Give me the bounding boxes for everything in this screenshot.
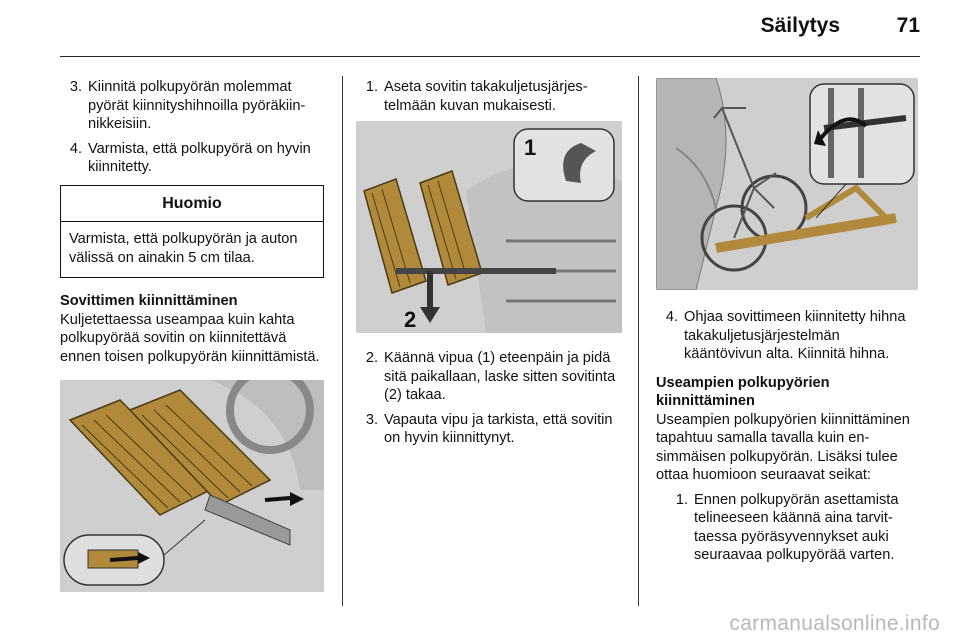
column-divider-left [342,76,343,606]
step-text: Kiinnitä polkupyörän molemmat pyörät kiinnityshihnoilla pyöräkiinnikkeisiin. [88,79,306,132]
step-number: 4. [665,309,678,325]
column-divider-right [638,76,639,606]
list-item [60,140,324,177]
section-text: Useampien polkupyörien kiinnittäminen tapahtuu samalla tavalla kuin ensimmäisen polkupyörän. Lisäksi tulee ottaa huomioon seuraavat seikat: [656,411,910,483]
step-number: 1. [675,491,688,508]
step-number: 3. [365,411,378,428]
adapter-mounting-figure [356,121,622,333]
list-item [356,349,622,405]
bike-rack-adapter-illustration [60,380,324,592]
list-item [666,491,920,565]
notice-box [60,185,324,279]
step-text: Varmista, että polkupyörä on hyvin kiinnitetty. [88,140,311,175]
list-item [656,308,920,364]
adapter-figure [60,380,324,592]
step-list [356,78,622,115]
step-number: 3. [69,79,82,95]
left-column [60,78,324,592]
step-list [60,78,324,177]
step-text: Vapauta vipu ja tarkista, että sovitin on hyvin kiinnittynyt. [384,411,613,446]
list-item [356,411,622,448]
header-rule [60,56,920,57]
step-text: Käännä vipua (1) eteenpäin ja pidä sitä paikallaan, laske sitten sovitinta (2) takaa. [384,350,616,403]
callout-2-label: 2 [404,307,417,332]
section-text: Kuljetettaessa useampaa kuin kahta polkupyörää sovitin on kiinnitettävä ennen toisen polkupyörän kiinnittämistä. [60,311,320,365]
adapter-mounting-illustration [356,121,622,333]
step-list [656,308,920,364]
callout-1-label: 1 [524,135,537,160]
right-column [656,78,920,571]
bike-on-rack-illustration [656,78,918,290]
section-heading: Sovittimen kiinnittäminen [60,293,238,309]
page-number: 71 [896,14,920,37]
list-item [60,78,324,134]
list-item [356,78,622,115]
step-list [356,349,622,448]
step-text: Ennen polkupyörän asettamista telineeseen käännä aina tarvittaessa pyöräsyvennykset auki seuraavaa polkupyörää varten. [694,491,899,563]
middle-column [356,78,622,454]
step-number: 4. [69,140,82,157]
step-number: 1. [365,79,378,95]
notice-text: Varmista, että polkupyörän ja auton välissä on ainakin 5 cm tilaa. [69,231,298,266]
step-text: Ohjaa sovittimeen kiinnitetty hihna takakuljetusjärjestelmän kääntövivun alta. Kiinnitä hihna. [684,309,906,362]
watermark: carmanualsonline.info [729,612,940,635]
step-list [666,491,920,565]
bike-mounted-figure [656,78,918,290]
step-number: 2. [365,350,378,366]
section-heading: Useampien polkupyörien kiinnittäminen [656,374,830,409]
step-text: Aseta sovitin takakuljetusjärjestelmään kuvan mukaisesti. [384,79,588,114]
page-title: Säilytys [760,14,840,37]
notice-title: Huomio [61,186,323,223]
